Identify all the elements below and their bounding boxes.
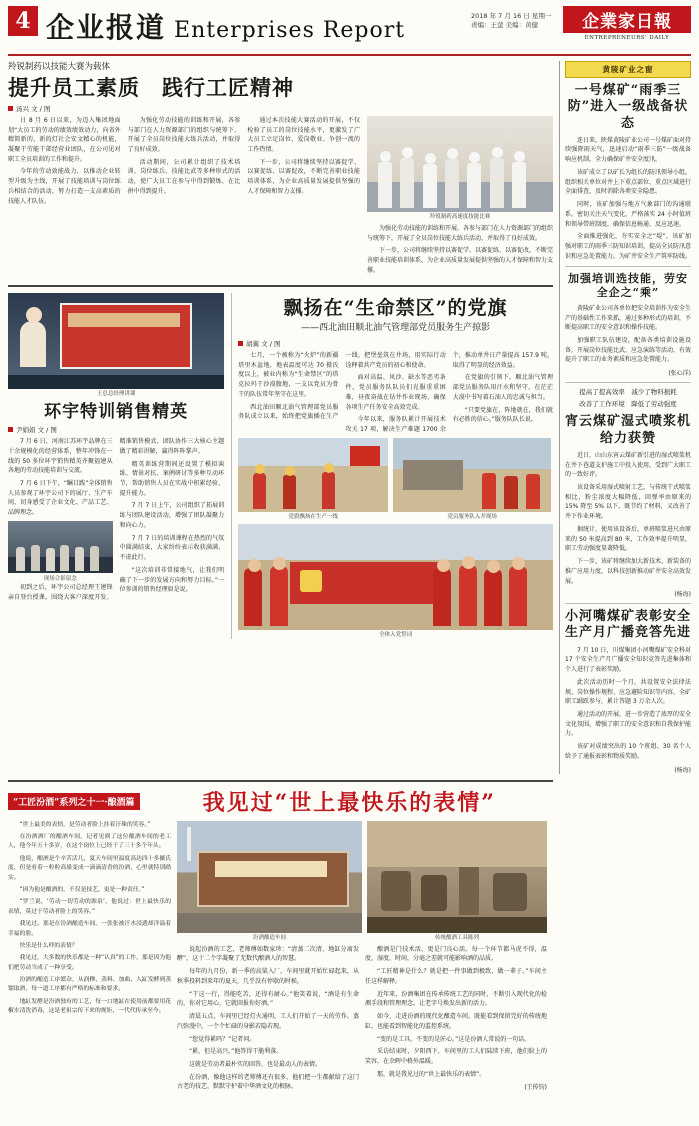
bullet-icon (8, 427, 13, 432)
paragraph: 黄陵矿业公司各单位把安全培训作为安全生产的基础性工作来抓，通过多种形式的培训，不断提高职工的安全意识和操作技能。 (565, 304, 692, 332)
feature-col1-body (8, 821, 171, 1017)
paragraph: 面对高温、风沙、缺水等恶劣条件，党员服务队队员们克服重重困难，昼夜奋战在钻井作业现场，确保各项生产任务安全高效完成。 (345, 374, 446, 411)
paragraph: 下一步，该矿将继续加大新技术、新装备的推广应用力度，以科技创新推动矿井安全高效发展。 (565, 558, 692, 585)
paragraph: 在汾酒酒厂的酿酒车间，记者见到了这位酿酒车间的老工人，他今年五十多岁，在这个岗位上已经干了三十多个年头。 (8, 834, 171, 850)
party-flag-article (231, 293, 553, 639)
right-article-2-signature: (张心洋) (668, 370, 691, 378)
paragraph: 今年的劳动效能战力，以推动企业转型升级为主线，开展了技能培训与岗位练兵相结合的活动，努力打造一支高素质的技能人才队伍。 (8, 168, 121, 205)
divider (565, 603, 691, 604)
feature-photo-1 (177, 821, 362, 933)
right-article-4-headline: 小河嘴煤矿表彰安全生产月广播竞答先进 (565, 609, 692, 641)
paragraph: 初到之后，环宇公司总经理王建锋亲自登台授课，围绕大客户深度开发、精准销售模式、团队协作三大核心主题做了精彩讲解，赢得阵阵掌声。 (8, 438, 225, 601)
right-article-3-kicker-1: 提高了提高效率 减少了物料损耗 (579, 388, 677, 397)
paragraph: 此次活动历时一个月，共设置安全法律法规、岗位操作规程、应急避险知识等内容，全矿职工踊跃参与，累计答题 3 万余人次。 (565, 678, 692, 706)
paragraph: 采访结束时，夕阳西下，车间里的工人们陆续下班，他们脸上的笑容，在余晖中格外温暖。 (365, 1048, 547, 1065)
right-article-3-kicker-2: 改善了工作环境 降低了劳动强度 (579, 400, 677, 409)
feature-photo-2 (367, 821, 547, 933)
paragraph: 近日，山山东宵云煤矿新引进的湿式喷浆机在井下巷道支护施工中投入使用，受到广大职工的一致好评。 (565, 451, 692, 479)
paragraph: “工匠精神是什么？就是把一件事做到极致，做一辈子。”车间主任这样解释。 (365, 968, 547, 985)
paragraph: 通过活动的开展，进一步营造了浓厚的安全文化氛围，增强了职工的安全意识和自我保护能力。 (565, 711, 692, 738)
right-article-1-headline: 一号煤矿“雨季三防”进入一级战备状态 (567, 83, 689, 131)
paragraph: 为强化劳动技能的训练和开展，各参与部门在人力资源部门的组织与统筹下，开展了全员岗位技能大练兵活动，并取得了良好成效。 (367, 225, 554, 242)
lead-body-right (367, 224, 553, 276)
feature-article (8, 780, 553, 1095)
party-photo-2 (393, 438, 551, 512)
paragraph: 那，就是我见过的“世上最快乐的表情”。 (377, 1070, 486, 1078)
paragraph: 西北油田顺北油气管理部党员服务队成立以来，始终把党旗插在生产一线、把堡垒筑在井场，用实际行动诠释着共产党员的初心和使命。 (238, 352, 446, 421)
training-article (8, 293, 224, 639)
paragraph: “因为他是酿酒的，不仅是技艺，更是一种责任。” (19, 886, 145, 893)
paragraph: 加强职工队伍建设，配备各类培训设施设备，开展岗位技能比武、应急演练等活动，有效提升了职工的业务素质和应急处置能力。 (565, 337, 692, 364)
paragraph: 在汾酒，像他这样的老师傅还有很多，他们把一生都献给了这门古老的技艺，默默守护着中华酒文化的根脉。 (177, 1073, 359, 1091)
paragraph: 该设备采用湿式喷射工艺，与传统干式喷浆相比，粉尘浓度大幅降低，回弹率由原来的 15% 降至 5% 以下，既节约了材料，又改善了井下作业环境。 (565, 484, 692, 521)
paragraph: 7 月 6 日下午，“瞩目践”全体销售人员参观了环宇公司下的展厅、生产车间，切身感受了企业文化、产品工艺、品牌理念。 (8, 480, 113, 517)
training-photo-1 (8, 293, 224, 389)
paragraph: 7 月 7 日上午，公司组织了拓展训练与团队建设活动，增强了团队凝聚力和向心力。 (119, 502, 225, 529)
paragraph: 清晨五点，车间里已经灯火通明，工人们开始了一天的劳作。蒸汽弥漫中，一个个忙碌的身影若隐若现。 (177, 1013, 359, 1030)
paragraph: 地缸发酵是汾酒独有的工艺，每一口地缸在使用前都要用花椒水清洗消毒，这是老祖宗传下来的规矩，一代代传承至今。 (8, 998, 171, 1015)
right-article-2-body (565, 304, 691, 365)
masthead-title-cn: 企业报道 (46, 11, 167, 44)
right-article-2-headline: 加强培训选技能，劳安全企之“乘” (568, 272, 688, 300)
lead-kicker: 羚锐制药以技能大赛为载体 (8, 62, 111, 72)
party-flag-byline (238, 339, 553, 348)
paragraph: 每年的九月份，新一季的高粱入厂，车间里就开始忙碌起来，从秋季投料到来年的夏天，几乎没有停歇的时候。 (177, 968, 359, 985)
left-middle-region (8, 61, 553, 774)
lead-photo-caption: 羚锐制药高速度技能比赛 (429, 213, 491, 220)
party-photo-1 (238, 438, 388, 512)
bullet-icon (8, 106, 13, 111)
training-body (8, 437, 224, 602)
right-article-4-signature: (杨海) (674, 766, 691, 774)
party-photo-3-caption: 全体入党誓词 (379, 631, 413, 638)
right-article-2 (565, 272, 691, 377)
lead-headline: 提升员工素质 践行工匠精神 (8, 74, 294, 100)
paragraph: 活动期间，公司累计组织了技术培训、岗位练兵、技能比武等多种形式的活动，使广大员工在参与中得到锻炼、在比拼中得到提升。 (127, 158, 241, 195)
paragraph: 全面推进强化、夯实安全之“堤”，该矿加强对职工的雨季三防知识培训，提高全员防汛意识和应急处置能力，为矿井安全生产筑牢防线。 (565, 233, 692, 260)
divider (565, 266, 691, 267)
paragraph: 七月，一个被称为“火炉”的新疆塔里木盆地，地表温度可达 70 摄氏度以上，被业内称为“生命禁区”的塔克拉玛干沙漠腹地，一支以党员为骨干的队伍常年坚守在这里。 (238, 352, 339, 398)
training-byline-text: 尹娟娟 文 / 图 (16, 426, 57, 435)
right-article-3-signature: (杨海) (674, 591, 691, 599)
right-column (559, 61, 691, 774)
feature-column-1 (8, 821, 171, 1095)
party-flag-body (238, 351, 553, 435)
right-article-4 (565, 609, 691, 773)
paragraph: 下一步，公司将继续坚持以赛促学、以赛促练、以赛促改，不断完善职业技能培训体系，为企业高质量发展提供坚强的人才保障和智力支撑。 (367, 247, 554, 274)
feature-col2-body (177, 945, 359, 1092)
paragraph: “世上最美的表情，是劳动者脸上挂着汗珠的笑容。” (19, 821, 151, 828)
feature-headline: 我见过“世上最快乐的表情” (202, 789, 496, 816)
paragraph: 快乐是什么样的表情？ (19, 942, 78, 949)
paragraph: 下一步，公司将继续坚持以赛促学、以赛促练、以赛促改，不断完善职业技能培训体系，为企业高质量发展提供坚强的人才保障和智力支撑。 (247, 158, 360, 195)
paragraph: 近年来，汾酒集团在传承传统工艺的同时，不断引入现代化的检测手段和管理理念，让老字号焕发出新的活力。 (365, 990, 547, 1008)
paragraph: “累，但是高兴。”他答得干脆利落。 (189, 1048, 283, 1056)
party-photo-2-caption: 党员服务队入井现场 (447, 513, 497, 520)
paragraph: 在党旗的引领下，顺北油气管理部党员服务队用汗水和坚守，在茫茫大漠中书写着石油人的忠诚与担当。 (452, 374, 553, 401)
paragraph: 该矿对成绩突出的 10 个班组、30 名个人给予了通报表彰和物质奖励。 (565, 743, 691, 760)
lead-photo (367, 116, 553, 212)
feature-series-tag: “工匠汾酒”系列之十一·酿酒篇 (8, 793, 140, 810)
training-photo-1-caption: 王总总经理讲课 (96, 390, 136, 397)
editor-credits: 责编：王萤 美编：黄健 (471, 21, 539, 30)
lead-byline (8, 104, 553, 113)
section-divider (8, 285, 553, 287)
party-flag-subhead: ——西北油田顺北油气管理部党员服务生产掠影 (301, 323, 491, 334)
paragraph: “干这一行，得能吃苦，还得有耐心。”他笑着说，“酒是有生命的，你对它用心，它就回报你好酒。” (177, 990, 359, 1008)
party-photo-3 (238, 524, 553, 630)
lead-byline-text: 汤兴 文 / 图 (16, 104, 51, 113)
lead-body-left (8, 116, 360, 206)
right-article-1 (565, 83, 691, 261)
paragraph: 汾酒的酿造工序繁杂，从润糁、蒸料、加曲、入缸发酵到蒸馏取酒，每一道工序都有严格的标准和要求。 (8, 977, 171, 993)
paragraph: 我见过，大多数的快乐都是一种“认真”的工作，那是因为他们把劳动当成了一种享受。 (8, 955, 171, 971)
feature-right-region (177, 821, 547, 1095)
masthead-title-en: Enterprises Report (174, 18, 406, 43)
paragraph: 7 月 7 日的培训课程在热烈的气氛中圆满结束，大家纷纷表示收获满满、不虚此行。 (119, 534, 225, 562)
feature-signature: (王传钧) (524, 1084, 547, 1092)
issue-date: 2018 年 7 月 16 日 星期一 (471, 12, 552, 20)
page-number: 4 (8, 6, 38, 36)
right-article-3-body (565, 451, 691, 586)
feature-photo-1-caption: 汾酒酿造车间 (252, 934, 286, 941)
paragraph: “只要党旗在，阵地就在，我们就有必胜的信心。”服务队队长说。 (452, 406, 553, 424)
paragraph: 为强化劳动技能的训练和开展，各参与部门在人力资源部门的组织与统筹下，开展了全员岗位技能大练兵活动，并取得了良好成效。 (127, 116, 241, 154)
paragraph: 酿酒是门技术活，更是门良心活。每一个环节都马虎不得，温度、湿度、时间，分毫之差就可能影响酒的品质。 (365, 945, 547, 963)
party-flag-byline-text: 胡翼 文 / 图 (246, 340, 281, 349)
training-photo-2-caption: 现场合影留念 (43, 575, 77, 582)
right-article-1-body (565, 136, 691, 262)
bullet-icon (238, 341, 243, 346)
feature-col3-body (365, 945, 547, 1080)
paragraph: 我见过。那是在汾酒酿造车间，一张张被汗水浸透却洋溢着幸福的脸。 (8, 921, 171, 937)
training-photo-2 (8, 521, 113, 573)
masthead (8, 6, 691, 56)
feature-header (8, 786, 553, 817)
paragraph: 7 月 6 日，河南江苏环宇品牌在三十余规模化的经营体系，整年冲锋在一线的 50 多位环宇销售精英齐聚福建从各地的劳动技能培训与交流。 (8, 438, 113, 475)
party-photo-1-caption: 党旗飘扬在生产一线 (288, 513, 338, 520)
masthead-meta (471, 6, 563, 31)
divider (565, 382, 691, 383)
paragraph: “罗兰说，‘劳动一切劳动的源泉’，他说过：世上最快乐的表情，莫过于劳动者脸上的笑容。” (8, 899, 171, 915)
paragraph: 连日来，陕煤黄陵矿业公司一号煤矿面对持续强降雨天气，迅速启动“雨季三防”一级战备响应机制，全力确保矿井安全度汛。 (565, 136, 692, 164)
right-article-3 (565, 388, 691, 598)
section-badge: 黄陵矿业之窗 (565, 61, 691, 78)
brand-block (563, 6, 691, 41)
paragraph: 今年以来，服务队累计开展技术攻关 17 项，解决生产难题 1700 余个，推动单井日产量提高 157.9 吨，取得了明显的经济效益。 (345, 352, 553, 434)
paragraph: “您觉得累吗？”记者问。 (189, 1035, 256, 1043)
party-flag-headline: 飘扬在“生命禁区”的党旗 (283, 296, 508, 319)
paragraph: 据统计，使用该设备后，单班喷浆进尺由原来的 50 米提高到 80 米，工作效率提升明显，职工劳动强度显著降低。 (565, 525, 692, 553)
paragraph: 这就是劳动者最朴实的回答，也是最动人的表情。 (189, 1060, 322, 1068)
training-byline (8, 425, 224, 434)
paragraph: 如今，走进汾酒的现代化酿造车间，既能看到保留完好的传统地缸，也能看到智能化的监控系统。 (365, 1013, 547, 1030)
paragraph: 精英训练营期间还设置了模拟演练、情景对抗、案例研讨等多种互动环节，帮助销售人员在实战中积累经验、提升能力。 (119, 460, 225, 497)
paragraph: 同时，该矿加强与地方气象部门的沟通联系，密切关注天气变化，严格落实 24 小时值班和领导带班制度，确保信息畅通、反应迅速。 (565, 201, 691, 228)
right-article-4-body (565, 646, 691, 762)
paragraph: “变的是工具，不变的是匠心。”这是汾酒人常说的一句话。 (377, 1035, 531, 1043)
masthead-title (38, 6, 471, 46)
paragraph: 他说，酿酒是个辛苦活儿，夏天车间里温度高达四十多摄氏度，但是看着一粒粒高粱变成一滴滴清香的汾酒，心里就特别踏实。 (8, 855, 171, 881)
paragraph: 日 8 月 6 日以来，为迈入集团地面划“大员工的劳动的绩效绩效动力，向省外精简新的，新的灯社会安文精心的机能，凝聚干劳能干部经营业团队，在公司见对职工全员培训的工作和提升。 (8, 116, 121, 163)
brand-name-cn: 企業家日報 (563, 6, 691, 33)
feature-columns (8, 821, 553, 1095)
paragraph: “这次培训非常接地气，让我们明确了下一步的发展方向和努力目标。”一位参训的销售经理如是说。 (119, 566, 225, 594)
lead-article (8, 61, 553, 279)
feature-photo-2-caption: 传统酿酒工具陈列 (434, 934, 479, 941)
main-columns (8, 61, 691, 774)
paragraph: 通过本次技能大赛活动的开展，不仅检验了员工的岗位技能水平，更激发了广大员工立足岗位、爱岗敬业、争创一流的工作热情。 (247, 116, 360, 154)
brand-name-en: ENTREPRENEURS' DAILY (584, 35, 670, 41)
paragraph: 7 月 10 日，川煤集团小河嘴煤矿安全科对 17 个安全生产月广播安全知识竞答先进集体和个人进行了表彰奖励。 (565, 646, 691, 674)
paragraph: 说起汾酒的工艺，老师傅如数家珍：“清蒸二次清、地缸分离发酵”，这十二个字凝聚了无数代酿酒人的智慧。 (177, 945, 359, 963)
right-article-3-headline: 宵云煤矿湿式喷浆机给力获赞 (565, 414, 692, 446)
training-headline: 环宇特训销售精英 (44, 401, 189, 422)
paragraph: 该矿成立了以矿长为组长的防汛领导小组，组织相关单位对井上下重点部位、重点区域进行全面排查，及时消除各类安全隐患。 (565, 168, 692, 196)
second-row (8, 293, 553, 639)
